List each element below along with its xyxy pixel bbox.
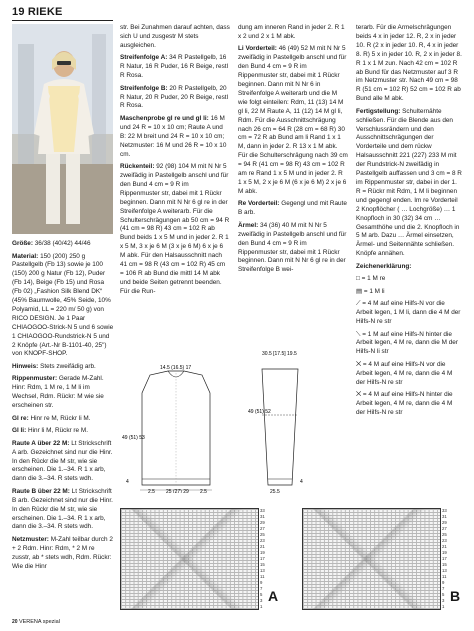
- dim-back-width: 25 (27) 29: [166, 489, 189, 493]
- page-title: 19 RIEKE: [12, 6, 63, 18]
- rauteA-text: Lt Strickschrift A arb. Gezeichnet sind nur die Hinr. In den Rückr die M str, wie sie erscheinen. Die 1.–34. R 1 x arb, dann die 3.–34. R stets wdh.: [12, 439, 113, 483]
- back-text: 92 (98) 104 M mit N Nr 5 zweifädig in Pastellgelb anschl und für den Bund 4 cm = 9 R im Rippenmuster str, dabei mit 1 Rückr beginnen. Dann mit N Nr 6 gl re in der Streifenfolge A weiterarb. Für die Schulterschrägungen ab 50 cm = 94 R (41 cm = 98 R) 43 cm = 102 R ab Bund beids 1 x 5 M und in jeder 2. R 1 x 5 M, 3 x je 6 M (3 x je 6 M) 6 x je 6 M abk. Für den Halsausschnitt nach 41 cm = 98 R (43 cm = 102 R) 45 cm = 106 R ab Bund die mittl 14 M abk und beide Seiten getrennt beenden. Für die Run-: [120, 163, 230, 295]
- chart-A: [120, 508, 259, 610]
- legend-item: □ = 1 M re: [356, 275, 386, 283]
- dim-shoulder: 14.5 (16.5) 17: [160, 365, 192, 371]
- net-text: M-Zahl teilbar durch 2 + 2 Rdm. Hinr: Rdm, * 2 M re zusstr, ab * stets wdh, Rdm. Rückr: Wie die Hinr: [12, 535, 113, 570]
- legend-item: ⨉ = 4 M auf eine Hilfs-N hinter die Arbeit legen, 4 M re, dann die 4 M der Hilfs-N re str: [356, 391, 453, 416]
- glli-text: Hinr li M, Rückr re M.: [27, 427, 88, 435]
- garment-schematic: [120, 343, 348, 493]
- dim-a1: 2.5: [148, 489, 155, 493]
- finishing-text: Schulternähte schließen. Für die Blende aus den Verschlussrändern und den Ausschnittschrägungen der Vorderteile und dem rückw Halsausschnitt 221 (227) 233 M mit der Rundstrick-N zweifädig in Pastellgelb auffassen und 3 cm = 8 R im Rippenmuster str, dabei in der 1. R = Rückr mit Rdm, 1 M li beginnen und gegengl enden. Im re Vorderteil 2 Knopflöcher ( … Lochgröße) … 1 Knopfloch in 30 (32) 34 cm … Gesamthöhe und die 2. Knopfloch in 5 M arb. Dazu … Ärmel einsetzen, Ärmel- und Seitennähte schließen. Knöpfe annähen.: [356, 107, 462, 258]
- legend-title: Zeichenerklärung:: [356, 262, 412, 270]
- column-4: [356, 24, 462, 422]
- chart-B: [302, 508, 441, 610]
- glre-label: Gl re:: [12, 414, 29, 422]
- dim-sleeve-rib: 4: [300, 479, 303, 485]
- dim-body-height: 49 (51) 53: [122, 435, 145, 441]
- stripesA-text: 34 R Pastellgelb, 16 R Natur, 16 R Puder, 16 R Beige, restl R Rosa.: [120, 54, 228, 80]
- rib-label: Rippenmuster:: [12, 375, 58, 383]
- col2-intro: str. Bei Zunahmen darauf achten, dass sich U und zusgestr M stets ausgleichen.: [120, 24, 230, 49]
- back-label: Rückenteil:: [120, 163, 155, 171]
- cable-left-icon: ⟋: [356, 300, 361, 308]
- legend-item: ⟍ = 1 M auf eine Hilfs-N hinter die Arbeit legen, 4 M re, dann die M der Hilfs-N li str: [356, 330, 458, 356]
- chart-B-row-numbers: 33 31 29 27 25 23 21 19 17 15 13 11 9 7 5 3 1: [442, 508, 447, 609]
- legend-item: ▤ = 1 M li: [356, 287, 385, 295]
- dim-a3: 2.5: [200, 489, 207, 493]
- net-label: Netzmuster:: [12, 535, 49, 543]
- brand-name: VERENA spezial: [18, 619, 60, 625]
- size-value: 36/38 (40/42) 44/46: [34, 240, 91, 247]
- left-front-text: 46 (49) 52 M mit N Nr 5 zweifädig in Pastellgelb anschl und für den Bund 4 cm = 9 R im Rippenmuster str, dabei mit 1 Rückr beginnen. Dann mit N Nr 6 in Streifenfolge A weiterarb und die M wie folgt einteilen: Rdm, 11 (13) 14 M gl li, 22 M Raute A, 11 (12) 14 M gl li, Rdm. Für die Ausschnittschrägung nach 26 cm = 64 R (28 cm = 68 R) 30 cm = 72 R ab Bund am li Rand 1 x 1 M, dann in jeder 2. R 13 x 1 M abk. Für die Schulterschrägung nach 39 cm = 94 R (41 cm = 98 R) 43 cm = 102 R am re Rand 1 x 5 M und in jeder 2. R 1 x 5 M, 2 x je 6 M (6 x je 6 M) 2 x je 6 M abk.: [238, 45, 348, 195]
- col3-intro: dung am inneren Rand in jeder 2. R 1 x 2 und 2 x 1 M abk.: [238, 24, 345, 40]
- stripesA-label: Streifenfolge A:: [120, 54, 168, 62]
- sleeve-text: 34 (36) 40 M mit N Nr 5 zweifädig in Pastellgelb anschl und für den Bund 4 cm = 9 R im Rippenmuster str, dabei mit 1 Rückr beginnen. Dann mit N Nr 6 gl re in der Streifenfolge B wei-: [238, 221, 347, 274]
- chart-A-label: A: [268, 588, 279, 604]
- rauteA-label: Raute A über 22 M:: [12, 439, 70, 447]
- purl-symbol-icon: ▤: [356, 287, 363, 295]
- legend-item: ⟋ = 4 M auf eine Hilfs-N vor die Arbeit legen, 1 M li, dann die 4 M der Hilfs-N re str: [356, 300, 461, 326]
- knit-symbol-icon: □: [356, 275, 360, 283]
- model-photo: [12, 24, 113, 234]
- dim-rib: 4: [126, 479, 129, 485]
- dim-sleeve-top: 30.5 [17.5] 19.5: [262, 351, 297, 357]
- legend-item: ⨉ = 4 M auf eine Hilfs-N vor die Arbeit legen, 4 M re, dann die 4 M der Hilfs-N re str: [356, 360, 453, 386]
- cable-cross-right-icon: ⨉: [356, 391, 362, 399]
- right-front-text: Gegengl und mit Raute B arb.: [238, 200, 347, 217]
- glre-text: Hinr re M, Rückr li M.: [30, 414, 91, 422]
- right-front-label: Re Vorderteil:: [238, 200, 280, 208]
- column-2: [120, 24, 230, 300]
- chart-A-row-numbers: 33 31 29 27 25 23 21 19 17 15 13 11 9 7 5 3 1: [260, 508, 265, 609]
- dim-sleeve-height: 49 (51) 52: [248, 409, 271, 415]
- rauteB-text: Lt Strickschrift B arb. Gezeichnet sind nur die Hinr. In den Rückr die M str, wie sie erscheinen. Die 1.–34. R 1 x arb, dann die 3.–34. R stets wdh.: [12, 487, 113, 531]
- column-3: [238, 24, 348, 279]
- size-label: Größe:: [12, 240, 33, 247]
- dim-cuff: 25.5: [270, 489, 280, 493]
- title-rule: [12, 20, 113, 21]
- column-1: [12, 240, 114, 575]
- rauteB-label: Raute B über 22 M:: [12, 487, 70, 495]
- sleeve-outline: [262, 369, 298, 485]
- sleeve-label: Ärmel:: [238, 221, 259, 229]
- hint-label: Hinweis:: [12, 362, 39, 370]
- gauge-label: Maschenprobe gl re und gl li:: [120, 114, 209, 122]
- rib-text: Gerade M-Zahl. Hinr: Rdm, 1 M re, 1 M li im Wechsel, Rdm. Rückr: M wie sie erscheinen str.: [12, 375, 104, 410]
- page-footer: [12, 619, 60, 625]
- stripesB-label: Streifenfolge B:: [120, 84, 168, 92]
- finishing-label: Fertigstellung:: [356, 107, 401, 115]
- cable-right-icon: ⟍: [356, 330, 361, 338]
- gauge-text: 16 M und 24 R = 10 x 10 cm; Raute A und B: 22 M breit und 24 R = 10 x 10 cm; Netzmuster: 16 M und 26 R = 10 x 10 cm.: [120, 114, 227, 158]
- material-label: Material:: [12, 252, 39, 260]
- cable-cross-left-icon: ⨉: [356, 360, 362, 368]
- stripesB-text: 20 R Pastellgelb, 20 R Natur, 20 R Puder, 20 R Beige, restl R Rosa.: [120, 84, 228, 110]
- left-front-label: Li Vorderteil:: [238, 45, 277, 53]
- page-number: 20: [12, 619, 18, 625]
- hint-text: Stets zweifädig arb.: [40, 362, 96, 370]
- material-text: 150 (200) 250 g Pastellgelb (Fb 13) sowie je 100 (150) 200 g Natur (Fb 12), Puder (Fb 14), Beige (Fb 15) und Rosa (Fb 02) „Fashion Silk Blend DK“ (45% Baumwolle, 45% Seide, 10% Polyamid, LL = 220 m/ 50 g) von RICO DESIGN. Je 1 Paar CHIAOGOO-Strick-N 5 und 6 sowie 1 CHIAOGOO-Rundstrick-N 5 und 2 Knöpfe (Art.-Nr B-1101-40, 25") von KNOPF-SHOP.: [12, 252, 114, 358]
- col4-intro: terarb. Für die Armelschrägungen beids 4 x in jeder 12. R, 2 x in jeder 10. R (2 x in jeder 10. R, 4 x in jeder 8. R) 5 x in jeder 10. R, 2 x in jeder 8. R 1 x 1 M zun. Nach 42 cm = 102 R ab Bund für das Netzmuster auf 3 R im Netzmuster str. Nach 49 cm = 98 R (51 cm = 102 R) 52 cm = 102 R ab Bund alle M abk.: [356, 24, 462, 103]
- chart-B-label: B: [450, 588, 461, 604]
- glli-label: Gl li:: [12, 427, 27, 435]
